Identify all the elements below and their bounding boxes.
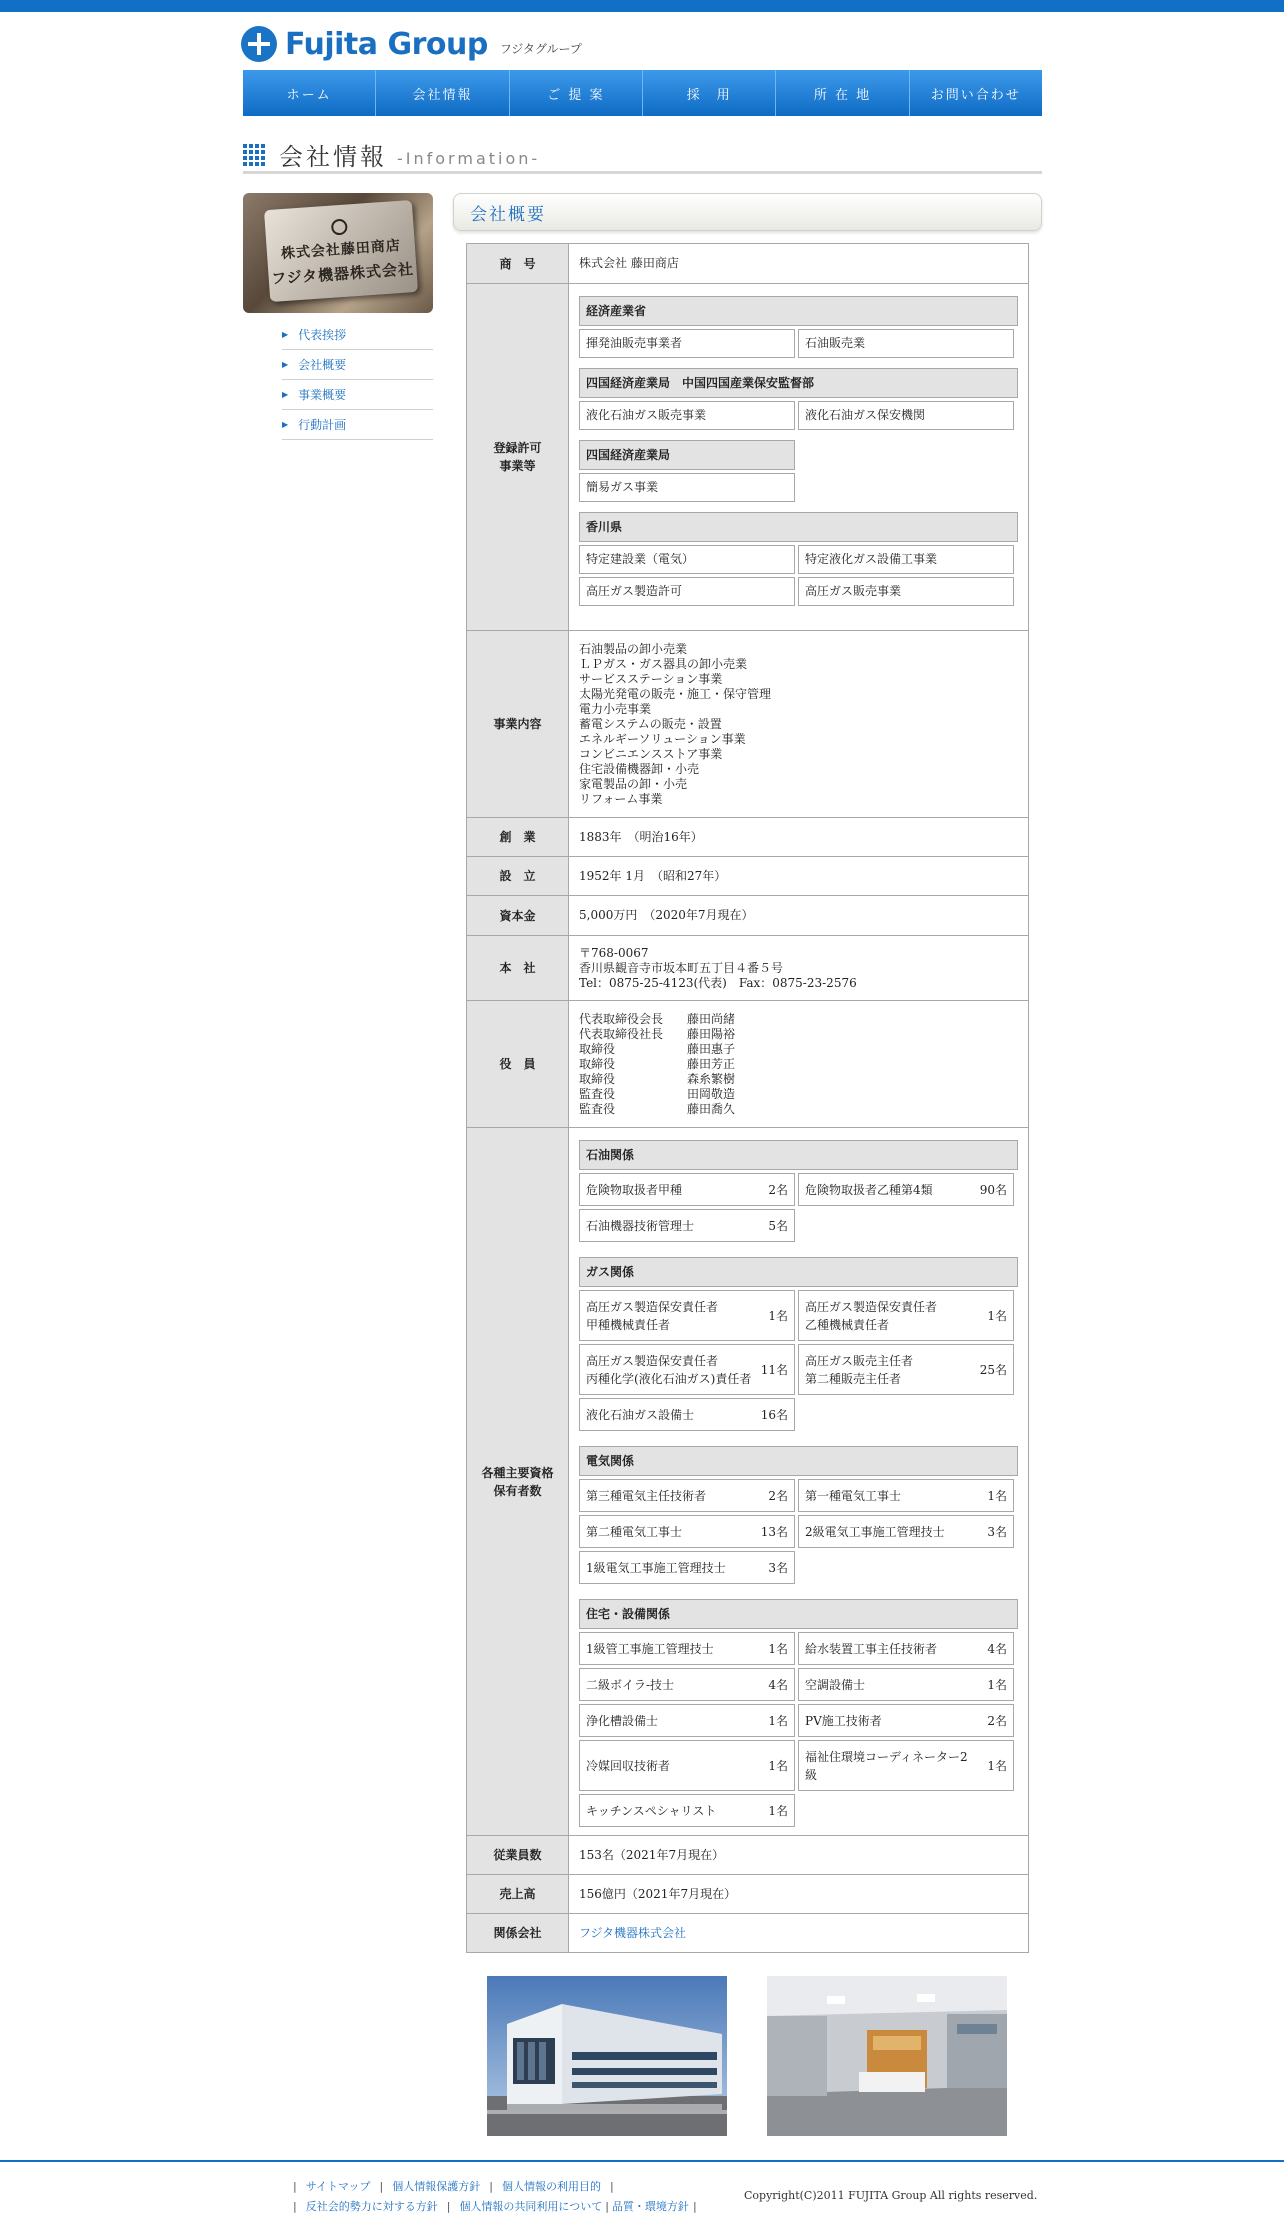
qual-count: 13名 [760,1524,788,1539]
business-item: リフォーム事業 [579,791,663,806]
qual-group [579,1257,1018,1431]
qual-count: 1名 [987,1308,1007,1323]
table-row [467,284,1029,631]
officer-title: 取締役 [579,1071,616,1086]
qual-item [579,1515,795,1548]
qual-name: 給水装置工事主任技術者 [805,1641,938,1656]
nameplate [264,200,418,302]
officer-name: 田岡敬造 [687,1086,736,1101]
qual-count: 1名 [768,1803,788,1818]
footer-link-privacy-policy[interactable]: 個人情報保護方針 [392,2180,481,2193]
qual-item [798,1344,1014,1395]
side-item-label: 行動計画 [298,418,347,432]
officer-name: 藤田芳正 [687,1056,736,1071]
officer-row [579,1102,1018,1117]
page-title [243,138,1042,174]
logo-cross-icon [241,26,277,62]
license-item: 揮発油販売事業者 [579,329,795,358]
row-label: 登録許可 事業等 [467,284,569,631]
officer-row [579,1042,1018,1057]
row-label: 役 員 [467,1001,569,1128]
officer-title: 監査役 [579,1086,616,1101]
row-label: 資本金 [467,896,569,936]
business-item: 電力小売事業 [579,701,652,716]
qual-group [579,1140,1018,1242]
license-authority: 経済産業省 [579,296,1018,326]
license-item: 特定液化ガス設備工事業 [798,545,1014,574]
row-label: 創 業 [467,818,569,857]
table-row [467,857,1029,896]
qualifications-cell [569,1128,1029,1836]
row-label: 売上高 [467,1875,569,1914]
license-item: 高圧ガス販売事業 [798,577,1014,606]
officer-title: 代表取締役社長 [579,1026,664,1041]
qual-name: 第三種電気主任技術者 [586,1488,707,1503]
capital-value: 5,000万円 （2020年7月現在） [569,896,1029,936]
business-item: コンビニエンスストア事業 [579,746,723,761]
qual-name: 福祉住環境コーディネーター2級 [805,1749,968,1782]
qual-name: 第二種電気工事士 [586,1524,683,1539]
qual-item [579,1173,795,1206]
qual-count: 4名 [987,1641,1007,1656]
side-item-label: 会社概要 [298,358,347,372]
hq-address [569,936,1029,1001]
company-info-table [466,243,1029,1953]
qual-count: 1名 [987,1677,1007,1692]
business-item: サービスステーション事業 [579,671,723,686]
license-authority: 四国経済産業局 中国四国産業保安監督部 [579,368,1018,398]
license-authority: 香川県 [579,512,1018,542]
row-label: 各種主要資格 保有者数 [467,1128,569,1836]
top-accent-bar [0,0,1284,12]
plate-line-1: 株式会社藤田商店 [280,237,402,262]
grid-icon [243,144,265,166]
license-item: 液化石油ガス販売事業 [579,401,795,430]
licenses-cell [569,284,1029,631]
bullet-icon: ▶ [282,360,289,369]
qual-count: 90名 [979,1182,1007,1197]
business-item: ＬＰガス・ガス器具の卸小売業 [579,656,748,671]
established-value: 1952年 1月 （昭和27年） [569,857,1029,896]
row-label: 従業員数 [467,1836,569,1875]
qual-count: 4名 [768,1677,788,1692]
nav-company[interactable]: 会社情報 [376,70,509,116]
founded-value: 1883年 （明治16年） [569,818,1029,857]
page-title-jp: 会社情報 [279,143,387,171]
qual-count: 1名 [987,1758,1007,1773]
plate-line-2: フジタ機器株式会社 [270,259,415,288]
footer-link-quality-policy[interactable]: 品質・環境方針 [611,2200,689,2213]
qual-count: 1名 [768,1713,788,1728]
row-label: 商 号 [467,244,569,284]
nav-locations[interactable]: 所 在 地 [776,70,909,116]
qual-count: 3名 [987,1524,1007,1539]
qual-name: 液化石油ガス設備士 [586,1407,695,1422]
qual-category: ガス関係 [579,1257,1018,1287]
qual-name: PV施工技術者 [805,1713,882,1728]
qual-name: 浄化槽設備士 [586,1713,659,1728]
building-interior-photo [767,1976,1007,2136]
hq-phone: Tel：0875-25-4123(代表) Fax：0875-23-2576 [579,975,857,990]
qual-count: 1名 [768,1758,788,1773]
table-row [467,1836,1029,1875]
officer-title: 代表取締役会長 [579,1011,664,1026]
footer-link-joint-use[interactable]: 個人情報の共同利用について [459,2200,603,2213]
table-row [467,1001,1029,1128]
table-row [467,244,1029,284]
officer-row [579,1012,1018,1027]
qual-item [798,1632,1014,1665]
logo-subtitle: フジタグループ [499,41,582,56]
qual-item [579,1209,795,1242]
table-row [467,818,1029,857]
officer-title: 監査役 [579,1101,616,1116]
qual-name: 危険物取扱者乙種第4類 [805,1182,933,1197]
license-authority: 四国経済産業局 [579,440,795,470]
qual-item [579,1740,795,1791]
qual-name: 高圧ガス製造保安責任者 丙種化学(液化石油ガス)責任者 [586,1353,752,1386]
footer-link-sitemap[interactable]: サイトマップ [305,2180,371,2193]
bullet-icon: ▶ [282,420,289,429]
section-title: 会社概要 [453,193,1042,231]
table-row [467,1875,1029,1914]
row-label: 関係会社 [467,1914,569,1953]
copyright: Copyright(C)2011 FUJITA Group All rights reserved. [744,2189,1038,2202]
qual-count: 1名 [987,1488,1007,1503]
officer-name: 藤田喬久 [687,1101,736,1116]
qual-name: 1級管工事施工管理技士 [586,1641,714,1656]
qual-count: 1名 [768,1641,788,1656]
row-label: 本 社 [467,936,569,1001]
row-label: 事業内容 [467,631,569,818]
table-row [467,1128,1029,1836]
bullet-icon: ▶ [282,330,289,339]
officer-row [579,1057,1018,1072]
officer-title: 取締役 [579,1056,616,1071]
qual-count: 16名 [760,1407,788,1422]
qual-item [579,1290,795,1341]
side-item-greeting[interactable] [282,320,433,350]
footer-divider [0,2160,1284,2162]
qual-item [798,1173,1014,1206]
qual-name: 高圧ガス製造保安責任者 甲種機械責任者 [586,1299,719,1332]
officer-row [579,1087,1018,1102]
qual-name: 1級電気工事施工管理技士 [586,1560,726,1575]
qual-name: 空調設備士 [805,1677,866,1692]
qual-item [798,1740,1014,1791]
license-group [579,512,1018,606]
page-title-en: -Information- [397,149,541,168]
business-item: 家電製品の卸・小売 [579,776,688,791]
license-group [579,440,1018,502]
qual-count: 25名 [979,1362,1007,1377]
business-item: 蓄電システムの販売・設置 [579,716,722,731]
qual-item [579,1344,795,1395]
affiliate-link[interactable]: フジタ機器株式会社 [579,1925,687,1940]
footer-link-privacy-purpose[interactable]: 個人情報の利用目的 [501,2180,601,2193]
business-item: 住宅設備機器卸・小売 [579,761,700,776]
qual-name: 2級電気工事施工管理技士 [805,1524,945,1539]
officer-name: 森糸繁樹 [687,1071,736,1086]
qual-item [798,1668,1014,1701]
qual-name: 第一種電気工事士 [805,1488,902,1503]
officer-row [579,1027,1018,1042]
global-nav [243,70,1042,116]
qual-name: 高圧ガス製造保安責任者 乙種機械責任者 [805,1299,938,1332]
side-menu [282,320,433,440]
bullet-icon: ▶ [282,390,289,399]
employees-value: 153名（2021年7月現在） [569,1836,1029,1875]
affiliate-cell [569,1914,1029,1953]
qual-group [579,1599,1018,1827]
footer-link-antisocial-policy[interactable]: 反社会的勢力に対する方針 [305,2200,438,2213]
row-label: 設 立 [467,857,569,896]
qual-item [579,1632,795,1665]
qual-count: 5名 [768,1218,788,1233]
license-item: 簡易ガス事業 [579,473,795,502]
qual-item [579,1551,795,1584]
qual-name: 危険物取扱者甲種 [586,1182,683,1197]
officer-row [579,1072,1018,1087]
qual-group [579,1446,1018,1584]
qual-name: キッチンスペシャリスト [586,1803,717,1818]
license-item: 特定建設業（電気） [579,545,795,574]
qual-item [579,1398,795,1431]
qual-name: 高圧ガス販売主任者 第二種販売主任者 [805,1353,914,1386]
company-name: 株式会社 藤田商店 [569,244,1029,284]
qual-name: 冷媒回収技術者 [586,1758,671,1773]
qual-name: 石油機器技術管理士 [586,1218,695,1233]
qual-count: 11名 [760,1362,788,1377]
license-item: 高圧ガス製造許可 [579,577,795,606]
side-item-business[interactable] [282,380,433,410]
nav-home[interactable]: ホーム [243,70,376,116]
qual-item [579,1668,795,1701]
footer-links: | サイトマップ | 個人情報保護方針 | 個人情報の利用目的 | | 反社会的勢力に対する方針 | 個人情報の共同利用について | 品質・環境方針 | [293,2180,697,2213]
qual-count: 3名 [768,1560,788,1575]
qual-category: 住宅・設備関係 [579,1599,1018,1629]
officer-name: 藤田尚緒 [687,1011,736,1026]
side-item-overview[interactable] [282,350,433,380]
license-item: 液化石油ガス保安機関 [798,401,1014,430]
license-group [579,296,1018,358]
qual-item [579,1479,795,1512]
qual-count: 2名 [768,1488,788,1503]
table-row [467,1914,1029,1953]
business-list [569,631,1029,818]
qual-count: 2名 [987,1713,1007,1728]
qual-category: 石油関係 [579,1140,1018,1170]
qual-item [798,1479,1014,1512]
site-logo[interactable] [241,24,582,64]
license-item: 石油販売業 [798,329,1014,358]
officer-name: 藤田陽裕 [687,1026,736,1041]
nameplate-photo [243,193,433,313]
qual-count: 1名 [768,1308,788,1323]
qual-category: 電気関係 [579,1446,1018,1476]
officer-title: 取締役 [579,1041,616,1056]
qual-item [798,1290,1014,1341]
qual-count: 2名 [768,1182,788,1197]
officers-list [569,1001,1029,1128]
side-item-label: 代表挨拶 [298,328,347,342]
plate-emblem-icon [331,218,348,235]
business-item: 石油製品の卸小売業 [579,641,688,656]
sales-value: 156億円（2021年7月現在） [569,1875,1029,1914]
qual-item [798,1704,1014,1737]
logo-text: Fujita Group [285,26,488,62]
qual-item [579,1704,795,1737]
business-item: 太陽光発電の販売・施工・保守管理 [579,686,772,701]
nav-recruit[interactable]: 採 用 [643,70,776,116]
side-item-action-plan[interactable] [282,410,433,440]
officer-name: 藤田惠子 [687,1041,736,1056]
table-row [467,936,1029,1001]
qual-item [579,1794,795,1827]
table-row [467,631,1029,818]
building-exterior-photo [487,1976,727,2136]
table-row [467,896,1029,936]
business-item: エネルギーソリューション事業 [579,731,746,746]
nav-contact[interactable]: お問い合わせ [930,87,1021,103]
hq-street: 香川県観音寺市坂本町五丁目４番５号 [579,960,784,975]
qual-name: 二級ボイラ-技士 [586,1677,675,1692]
nav-proposal[interactable]: ご 提 案 [510,70,643,116]
hq-zip: 〒768-0067 [579,945,649,960]
side-item-label: 事業概要 [298,388,347,402]
qual-item [798,1515,1014,1548]
license-group [579,368,1018,430]
